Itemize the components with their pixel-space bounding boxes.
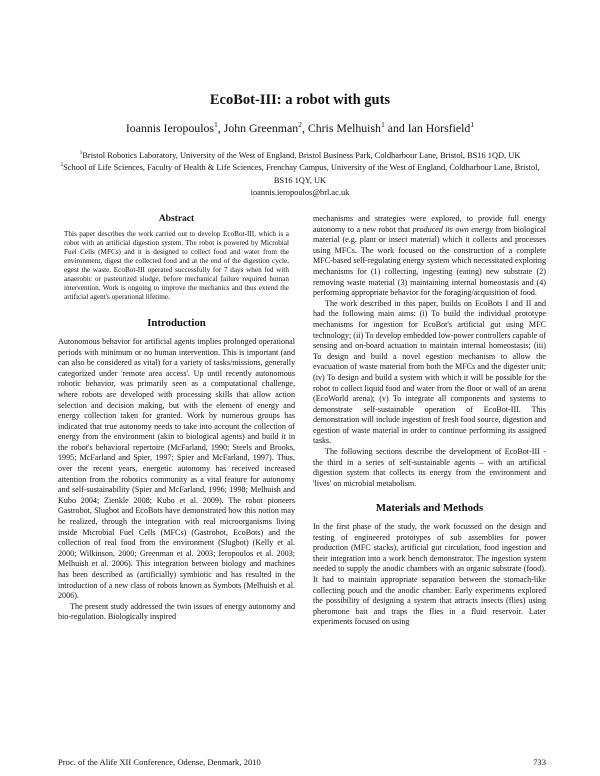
contact-email: ioannis.ieropoulos@brl.ac.uk	[250, 188, 350, 198]
affiliation-2: $^2$School of Life Sciences, Faculty of Health & Life Sciences, Frenchay Campus, University of the West of England, Coldharbour Lane, Bristol, BS16 1QY, UK	[60, 162, 540, 185]
author-name: Chris Melhuish	[307, 121, 381, 135]
affiliations	[58, 150, 542, 200]
author-affiliation-mark: 1	[214, 120, 218, 130]
author-name: Ian Horsfield	[407, 121, 471, 135]
author-affiliation-mark: 1	[470, 120, 475, 130]
author-affiliation-mark: 2	[298, 120, 302, 130]
following-paragraph: The following sections describe the development of EcoBot-III - the third in a series of self-sustainable agents – with an artificial digestion system that collects its energy from the environment and 'lives' on microbial metabolism.	[313, 447, 546, 488]
affiliation-1: $^1$Bristol Robotics Laboratory, University of the West of England, Bristol Business Park, Coldharbour Lane, Bristol, BS16 1QD, UK	[79, 150, 521, 160]
right-column	[313, 214, 546, 628]
page-number: 733	[533, 757, 546, 767]
author-name: Ioannis Ieropoulos	[125, 121, 215, 135]
paper-title: EcoBot-III: a robot with guts	[209, 92, 391, 108]
abstract-heading: Abstract	[158, 214, 195, 224]
abstract-text: This paper describes the work carried out to develop EcoBot-III, which is a robot with an artificial digestion system. The robot is powered by Microbial Fuel Cells (MFCs) and it is designed to collect food and water from the environment, digest the collected food and at the end of the digestion cycle, egest the waste. EcoBot-III operated successfully for 7 days when fed with anaerobic or pasteurized sludge, before mechanical failure required human intervention. Work is ongoing to improve the mechanics and thus extend the artificial agent's operational lifetime.	[64, 229, 289, 302]
footer-citation: Proc. of the Alife XII Conference, Odense, Denmark, 2010	[58, 757, 261, 767]
author-affiliation-mark: 1	[380, 120, 385, 130]
aims-paragraph: The work described in this paper, builds on EcoBots I and II and had the following main aims: (i) To build the individual prototype mechanisms for ingestion for EcoBot's artificial gut using MFC technology; (ii) To develop embedded low-power controllers capable of sensing and on-board actuation to maintain internal homeostasis; (iii) To design and build a novel egestion mechanism to allow the evacuation of waste material from both the MFCs and the digester unit; (iv) To design and build a system with which it will be possible for the robot to collect liquid food and water from the floor or wall of an arena (EcoWorld arena); (v) To integrate all components and systems to demonstrate self-sustainable operation of EcoBot-III. This demonstration will include ingestion of fresh food source, digestion and egestion of waste material in order to continue performing its assigned tasks.	[313, 298, 546, 446]
author-list: Ioannis Ieropoulos$^1$, John Greenman$^2$, Chris Melhuish$^1$ and Ian Horsfield$^1$	[125, 120, 475, 135]
introduction-paragraph: The present study addressed the twin issues of energy autonomy and bio-regulation. Biologically inspired	[58, 601, 295, 622]
left-column	[58, 214, 295, 623]
materials-methods-paragraph: In the first phase of the study, the work focussed on the design and testing of engineered prototypes of sub assemblies for power production (MFC stacks), artificial gut circulation, food ingestion and their integration into a work bench demonstrator. The ingestion system needed to supply the anodic chambers with an organic substrate (food). It had to maintain appropriate separation between the stomach-like collecting pouch and the anodic chamber. Early experiments explored the possibility of designing a system that attracts insects (flies) using pheromone bait and traps the flies in a fluid reservoir. Later experiments focused on using	[313, 522, 546, 627]
materials-methods-heading: Materials and Methods	[375, 502, 484, 515]
author-name: John Greenman	[223, 121, 299, 135]
continued-paragraph: mechanisms and strategies were explored, to provide full energy autonomy to a new robot that produced its own energy from biological material (e.g. plant or insect material) which it collects and processes using MFCs. The work focused on the construction of a complete MFC-based self-regulating energy system which necessitated exploring mechanisms for (1) collecting, ingesting (eating) new substrate (2) removing waste material (3) maintaining internal homeostasis and (4) performing appropriate behavior for the foraging/acquisition of food.	[313, 214, 546, 298]
introduction-heading: Introduction	[147, 317, 206, 330]
introduction-paragraph: Autonomous behavior for artificial agents implies prolonged operational periods with minimum or no human intervention. This is important (and can also be considered as vital) for a variety of tasks/missions, generally categorized under 'remote area access'. Up until recently autonomous robotic behavior, was primarily seen as a computational challenge, where robots are developed with processing skills that allow action selection and decision making, but with the element of energy and energy collection taken for granted. Work by numerous groups has indicated that true autonomy needs to take into account the collection of energy from the environment (akin to biological agents) and build it in the robot's behavioral repertoire (McFarland, 1990; Steels and Brooks, 1995; McFarland and Spier, 1997; Spier and McFarland, 1997). Thus, over the recent years, energetic autonomy has received increased attention from the robotics community as a vital feature for autonomy and self-sustainability (Spier and McFarland, 1996; 1998; Melhuish and Kubo 2004; Zienkle 2008; Kubo et al. 2009). The robot pioneers Gastrobot, Slugbot and EcoBots have demonstrated how this notion may be realized, through the integration with real microorganisms living inside Microbial Fuel Cells (MFCs) (Gastrobot, EcoBots) and the collection of real food from the environment (Slugbot) (Kelly et al. 2000; Wilkinson, 2000; Greenman et al. 2003; Ieropoulos et al. 2003; Melhuish et al. 2006). This integration between biology and machines has been described as (artificially) symbiotic and has resulted in the introduction of a new class of robots known as Symbots (Melhuish et al. 2006).	[58, 336, 295, 601]
